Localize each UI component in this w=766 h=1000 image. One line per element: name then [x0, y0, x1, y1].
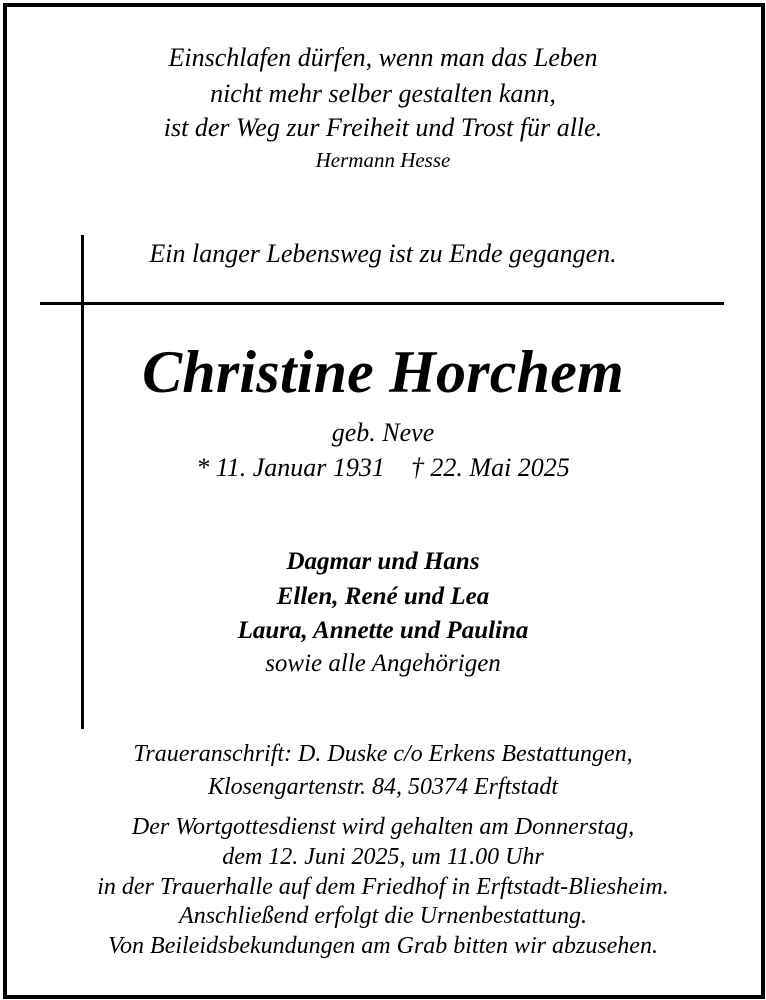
quote-line-2: nicht mehr selber gestalten kann, — [210, 79, 556, 108]
birth-date: * 11. Januar 1931 — [196, 453, 385, 482]
quote-author: Hermann Hesse — [315, 148, 451, 172]
quote-line-1: Einschlafen dürfen, wenn man das Leben — [168, 43, 598, 72]
info-line-5: in der Trauerhalle auf dem Friedhof in Erftstadt-Bliesheim. — [97, 874, 669, 900]
life-dates — [0, 455, 766, 481]
info-line-6: Anschließend erfolgt die Urnenbestattung. — [179, 903, 587, 929]
mourner-others: sowie alle Angehörigen — [265, 650, 501, 677]
mourner-line-3: Laura, Annette und Paulina — [237, 617, 529, 644]
death-date: † 22. Mai 2025 — [410, 453, 570, 482]
info-line-1: Traueranschrift: D. Duske c/o Erkens Bestattungen, — [133, 741, 633, 767]
info-line-4: dem 12. Juni 2025, um 11.00 Uhr — [222, 844, 544, 870]
info-line-7: Von Beileidsbekundungen am Grab bitten wir abzusehen. — [108, 933, 658, 959]
mourner-line-2: Ellen, René und Lea — [276, 583, 490, 610]
deceased-name: Christine Horchem — [142, 339, 624, 405]
info-line-2: Klosengartenstr. 84, 50374 Erftstadt — [207, 774, 559, 800]
info-line-3: Der Wortgottesdienst wird gehalten am Donnerstag, — [131, 814, 635, 840]
maiden-name: geb. Neve — [331, 418, 435, 447]
quote-line-3: ist der Weg zur Freiheit und Trost für alle. — [163, 113, 603, 142]
intro-text: Ein langer Lebensweg ist zu Ende gegangen. — [149, 239, 617, 268]
mourner-line-1: Dagmar und Hans — [286, 548, 480, 575]
cross-icon-horizontal-bar — [40, 302, 724, 305]
